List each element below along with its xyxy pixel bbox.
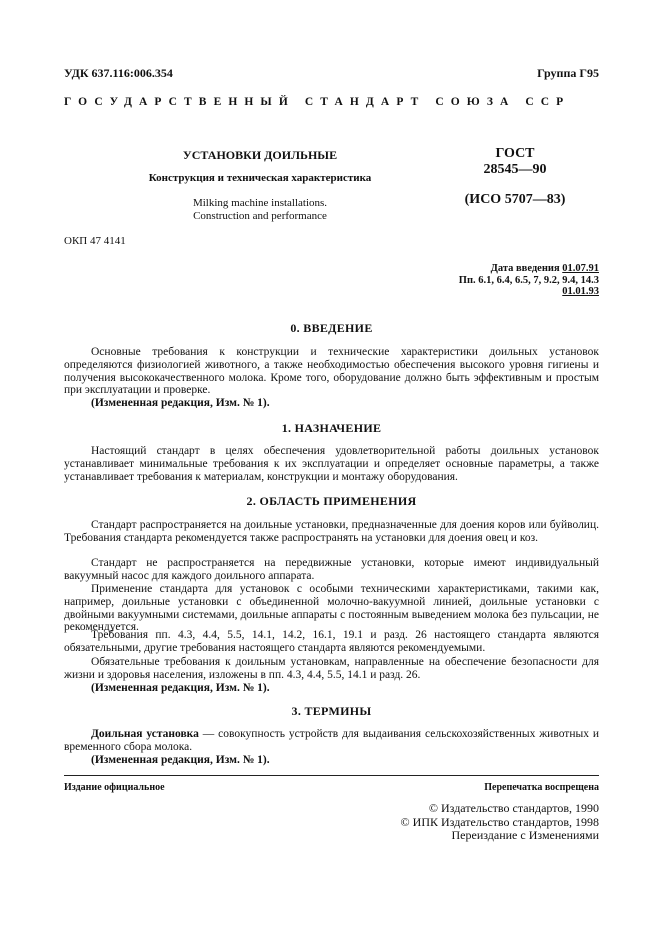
iso-reference: (ИСО 5707—83): [464, 192, 566, 207]
udk-code: УДК 637.116:006.354: [64, 66, 173, 80]
okp-code: ОКП 47 4141: [64, 235, 126, 247]
gost-code: 28545—90: [483, 162, 547, 177]
section-heading-terms: 3. ТЕРМИНЫ: [291, 704, 372, 718]
group-code: Группа Г95: [537, 66, 599, 80]
effective-dates: [459, 263, 599, 298]
amendment-note: (Измененная редакция, Изм. № 1).: [91, 682, 270, 694]
term-definition: Доильная установка — совокупность устройств для выдаивания сельскохозяйственных животных и временного сбора молока.: [64, 728, 600, 753]
state-standard-banner: ГОСУДАРСТВЕННЫЙ СТАНДАРТ СОЮЗА ССР: [64, 96, 571, 108]
copyright-block: [401, 802, 599, 843]
english-title: [120, 197, 400, 223]
official-edition: Издание официальное: [64, 782, 165, 793]
intro-date: 01.07.91: [562, 263, 599, 274]
term-name: Доильная установка: [91, 728, 199, 740]
items-label: Пп. 6.1, 6.4, 6.5, 7, 9.2, 9.4, 14.3: [458, 274, 599, 286]
section-heading-scope: 2. ОБЛАСТЬ ПРИМЕНЕНИЯ: [246, 494, 417, 508]
purpose-paragraph: Настоящий стандарт в целях обеспечения удовлетворительной работы доильных установок устанавливает минимальные требования к их эксплуатации и определяет основные параметры, а также устанавливает требования к материалам, конструкции и монтажу оборудования.: [64, 445, 599, 483]
section-heading-introduction: 0. ВВЕДЕНИЕ: [290, 321, 373, 335]
scope-paragraph-5: Обязательные требования к доильным установкам, направленные на обеспечение безопасности для жизни и здоровья населения, изложены в пп. 4.3, 4.4, 5.5, 14.1 и разд. 26.: [64, 656, 599, 681]
document-title: УСТАНОВКИ ДОИЛЬНЫЕ: [182, 148, 338, 162]
amendment-note: (Измененная редакция, Изм. № 1).: [91, 397, 270, 409]
items-date: 01.01.93: [562, 286, 599, 297]
intro-date-label: Дата введения: [490, 263, 560, 274]
footer-divider: [64, 775, 599, 776]
introduction-paragraph: Основные требования к конструкции и технические характеристики доильных установок определяются физиологией животного, а также необходимостью обеспечения высокого уровня гигиены и получения высококачественного молока. Кроме того, оборудование должно быть эффективным и простым при эксплуатации и проверке.: [64, 346, 599, 397]
reprint-prohibited: Перепечатка воспрещена: [484, 782, 599, 793]
reissue-note: Переиздание с Изменениями: [451, 828, 599, 842]
english-title-line-2: Construction and performance: [193, 210, 327, 222]
scope-paragraph-3: Применение стандарта для установок с особыми техническими характеристиками, такими как, например, доильные установки с объединенной молочно-вакуумной линией, доильные установки с двойными вакуумными системами, доильные аппараты с постоянным выведением молока без пульсации, не рекомендуется.: [64, 583, 599, 634]
scope-paragraph-1: Стандарт распространяется на доильные установки, предназначенные для доения коров или буйволиц. Требования стандарта рекомендуется также распространять на установки для доения овец и коз.: [64, 519, 599, 544]
english-title-line-1: Milking machine installations.: [192, 197, 328, 209]
scope-paragraph-4: Требования пп. 4.3, 4.4, 5.5, 14.1, 14.2, 16.1, 19.1 и разд. 26 настоящего стандарта являются обязательными, другие требования настоящего стандарта являются рекомендуемыми.: [64, 629, 599, 654]
copyright-1990: © Издательство стандартов, 1990: [428, 801, 599, 815]
copyright-1998: © ИПК Издательство стандартов, 1998: [400, 814, 599, 829]
section-heading-purpose: 1. НАЗНАЧЕНИЕ: [281, 421, 382, 435]
document-subtitle: Конструкция и техническая характеристика: [148, 172, 372, 184]
gost-label: ГОСТ: [495, 146, 535, 161]
amendment-note: (Измененная редакция, Изм. № 1).: [91, 754, 270, 766]
scope-paragraph-2: Стандарт не распространяется на передвижные установки, которые имеют индивидуальный вакуумный насос для каждого доильного аппарата.: [64, 557, 599, 582]
gost-number: [455, 146, 575, 178]
